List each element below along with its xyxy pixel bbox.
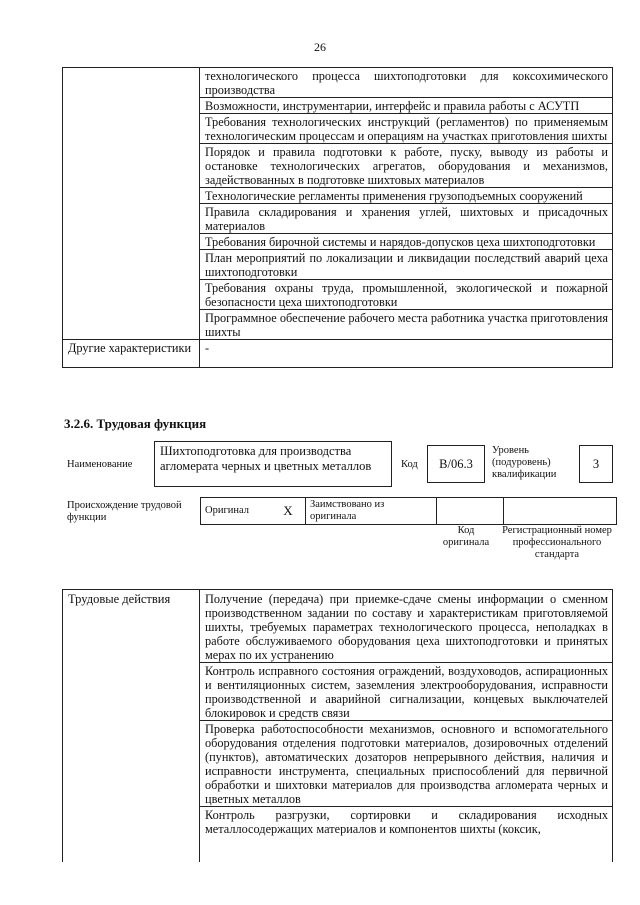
- qualification-level-box: 3: [579, 445, 613, 483]
- function-code-box: B/06.3: [427, 445, 485, 483]
- page-bottom-margin: [0, 862, 640, 905]
- table-row: Контроль разгрузки, сортировки и складирования исходных металлосодержащих материалов и компонентов шихты (коксик,: [200, 807, 613, 869]
- table-row: Требования бирочной системы и нарядов-допусков цеха шихтоподготовки: [200, 234, 613, 250]
- borrowed-label: Заимствовано из оригинала: [306, 498, 437, 525]
- origin-table: [200, 497, 617, 525]
- labor-actions-table: [62, 589, 613, 869]
- table-row: Порядок и правила подготовки к работе, пуску, выводу из работы и остановке технологических агрегатов, оборудования и механизмов, задействованных в подготовке шихтовых материалов: [200, 144, 613, 188]
- table-row: Получение (передача) при приемке-сдаче смены информации о сменном производственном задании по составу и характеристикам приготовляемой шихты, требуемых параметрах технологического процесса, неполадках в работе обслуживаемого оборудования цеха шихтоподготовки и принятых мерах по их устранению: [200, 590, 613, 663]
- table-row: Возможности, инструментарии, интерфейс и правила работы с АСУТП: [200, 98, 613, 114]
- function-name-box: Шихтоподготовка для производства агломерата черных и цветных металлов: [154, 441, 392, 487]
- labor-actions-label: Трудовые действия: [63, 590, 200, 869]
- table-row: Требования охраны труда, промышленной, экологической и пожарной безопасности цеха шихтоподготовки: [200, 280, 613, 310]
- table-row: технологического процесса шихтоподготовки для коксохимического производства: [200, 68, 613, 98]
- table-row: Правила складирования и хранения углей, шихтовых и присадочных материалов: [200, 204, 613, 234]
- name-label: Наименование: [67, 459, 133, 470]
- page-number: 26: [314, 40, 326, 54]
- original-label: Оригинал: [201, 498, 272, 525]
- empty-label-cell: [63, 68, 200, 340]
- origin-label: Происхождение трудовой функции: [67, 500, 182, 523]
- reg-number-cell: [504, 498, 617, 525]
- origin-code-cell: [437, 498, 504, 525]
- knowledge-table: [62, 67, 613, 368]
- other-characteristics-value: -: [200, 340, 613, 368]
- table-row: Контроль исправного состояния ограждений, воздуховодов, аспирационных и вентиляционных систем, заземления электрооборудования, исправности производственной и аварийной сигнализации, концевых выключателей блокировок и средств связи: [200, 663, 613, 721]
- qualification-level-label: Уровень (подуровень) квалификации: [492, 445, 557, 480]
- table-row: План мероприятий по локализации и ликвидации последствий аварий цеха шихтоподготовки: [200, 250, 613, 280]
- table-row: Технологические регламенты применения грузоподъемных сооружений: [200, 188, 613, 204]
- section-heading: 3.2.6. Трудовая функция: [64, 416, 207, 431]
- reg-number-label: Регистрационный номер профессионального стандарта: [502, 525, 612, 560]
- other-characteristics-label: Другие характеристики: [63, 340, 200, 368]
- original-mark: X: [271, 498, 306, 525]
- table-row: Требования технологических инструкций (регламентов) по применяемым технологическим процессам и операциям на участках приготовления шихты: [200, 114, 613, 144]
- origin-code-label: Код оригинала: [442, 525, 490, 548]
- table-row: Программное обеспечение рабочего места работника участка приготовления шихты: [200, 310, 613, 340]
- table-row: Проверка работоспособности механизмов, основного и вспомогательного оборудования отделения подготовки материалов, дозировочных отделений (пунктов), автоматических дозаторов непрерывного действия, наличия и исправности инструмента, специальных приспособлений для первичной обработки и шихтовки материалов для производства агломерата черных и цветных металлов: [200, 721, 613, 807]
- code-label: Код: [401, 459, 418, 470]
